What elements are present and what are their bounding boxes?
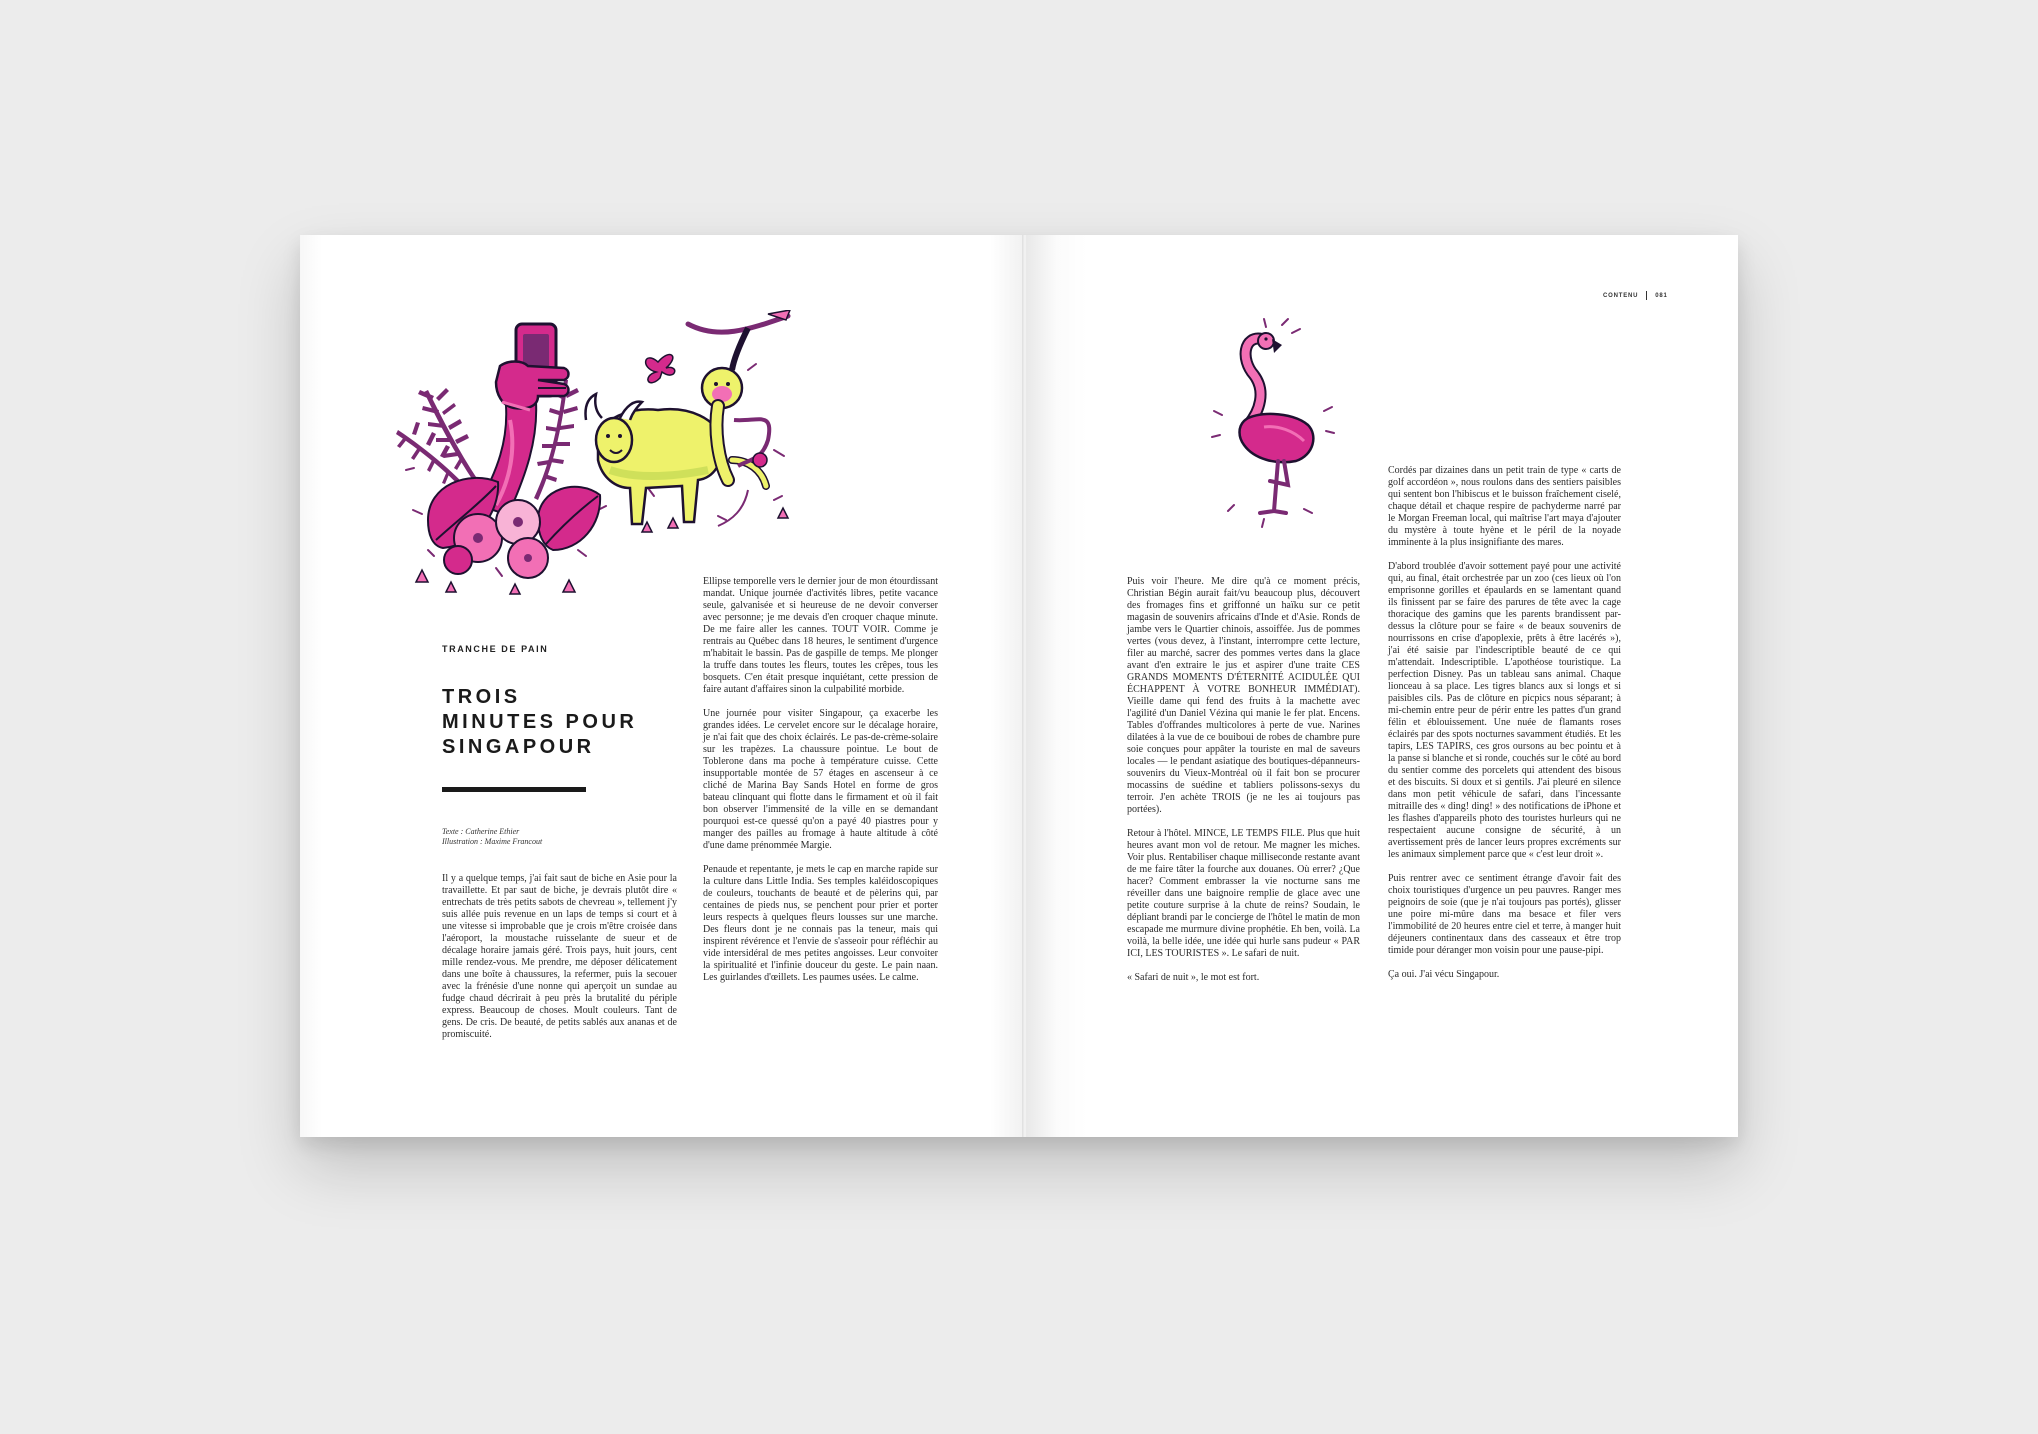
paragraph: Il y a quelque temps, j'ai fait saut de biche en Asie pour la travaillette. Et par saut de biche, je devrais plutôt dire « entrechats de très petits sabots de chevreau », tellement j'y suis allée puis revenue en un laps de temps si court et à une vitesse si improbable que je crois m'être croisée dans l'aéroport, la moustache ruisselante de sueur et de décalage horaire jamais géré. Trois pays, huit jours, cent mille rendez-vous. Me prendre, me déposer délicatement dans une boîte à chaussures, la refermer, puis la secouer avec la frénésie d'une nonne qui aperçoit un sundae au fudge chaud décrirait à peu près la brutalité du périple express. Beaucoup de choses. Moult couleurs. Tant de gens. De cris. De beauté, de petits sablés aux ananas et de promiscuité. — [442, 873, 677, 1040]
header-separator — [1646, 291, 1647, 300]
right-column-2 — [1388, 465, 1621, 993]
magazine-spread — [300, 235, 1738, 1137]
paragraph: Ellipse temporelle vers le dernier jour de mon étourdissant mandat. Unique journée d'activités libres, petite vacance seule, galvanisée et si heureuse de ne devoir converser avec personne; je me devais d'en croquer chaque minute. De me faire aller les cannes. TOUT VOIR. Comme je rentrais au Québec dans 18 heures, le sentiment d'urgence m'habitait le bassin. Pas de gaspille de temps. Me plonger la truffe dans toutes les fleurs, toutes les crêpes, tous les bosquets. C'en était presque inquiétant, cette pression de faire autant d'affaires sinon la culpabilité morbide. — [703, 576, 938, 695]
article-credits — [442, 827, 542, 847]
flamingo-illustration — [1204, 315, 1344, 535]
paragraph: Penaude et repentante, je mets le cap en marche rapide sur la culture dans Little India. Ses temples kaléidoscopiques de couleurs, touchants de beauté et de pèlerins qui, par centaines de pieds nus, se penchent pour prier et porter leurs respects à quelques fleurs lousses sur une marche. Des fleurs dont je ne connais pas la teneur, mais qui inspirent révérence et l'envie de s'asseoir pour réfléchir au vide intersidéral de mes petites angoisses. Leur convoiter la spiritualité et l'infinie douceur du geste. Le pain naan. Les guirlandes d'œillets. Les paumes usées. Le calme. — [703, 864, 938, 983]
credit-illustration: Illustration : Maxime Francout — [442, 837, 543, 846]
running-header — [1603, 291, 1668, 300]
paragraph: Retour à l'hôtel. MINCE, LE TEMPS FILE. Plus que huit heures avant mon vol de retour. Me magner les miches. Voir plus. Rentabiliser chaque milliseconde restante avant de me faire tâter la fourche aux douanes. Où errer? ¿Que hacer? Comment embrasser la vie nocturne sans me réveiller dans une baignoire remplie de glace avec une petite couture surprise à la chute de reins? Soudain, le dépliant brandi par le concierge de l'hôtel le matin de mon escapade me murmure divine prophétie. Eh ben, voilà. La voilà, la belle idée, une idée qui hurle sans pudeur « PAR ICI, LES TOURISTES ». Le safari de nuit. — [1127, 828, 1360, 959]
right-column-1 — [1127, 576, 1360, 996]
paragraph: Une journée pour visiter Singapour, ça exacerbe les grandes idées. Le cervelet encore sur le décalage horaire, je n'ai fait que des choix éclairés. Le pas-de-crème-solaire sur les trapèzes. La chaussure pointue. Le bout de Toblerone dans ma poche à température cuisse. Cette insupportable montée de 57 étages en ascenseur à ce cliché de Marina Bay Sands Hotel en forme de gros bateau clinquant qui flotte dans le firmament et où il fait bon observer l'immensité de la ville en se demandant pourquoi est-ce quessé qu'on a payé 40 piastres pour y manger des pailles au fromage à haute altitude à côté d'une dame prénommée Margie. — [703, 708, 938, 851]
paragraph: Cordés par dizaines dans un petit train de type « carts de golf accordéon », nous roulons dans des sentiers paisibles qui sentent bon l'hibiscus et le buisson fraîchement ciselé, chaque détail et chaque respire de pachyderme narré par le Morgan Freeman local, qui maîtrise l'art maya d'ajouter du mystère à toute hyène et le péril de la noyade imminente à la plus insignifiante des mares. — [1388, 465, 1621, 548]
paragraph: Puis voir l'heure. Me dire qu'à ce moment précis, Christian Bégin aurait fait/vu beaucoup plus, découvert des fromages fins et griffonné un haïku sur ce petit magasin de souvenirs africains d'Inde et d'Asie. Ronds de jambe vers le Quartier chinois, assoiffée. Jus de pommes vertes (vous devez, à l'instant, interrompre cette lecture, filer au marché, sacrer des pommes vertes dans la glace avant d'en extraire le jus et aspirer d'une traite CES GRANDS MOMENTS D'ÉTERNITÉ ACIDULÉE QUI ÉCHAPPENT À VOTRE BONHEUR IMMÉDIAT). Vieille dame qui fend des fruits à la machette avec l'agilité d'un Daniel Vézina qui manie le fer plat. Encens. Tables d'offrandes multicolores à perte de vue. Narines dilatées à la vue de ce bouiboui de robes de chambre pure soie conçues pour appâter la touriste en mal de saveurs locales — le pendant asiatique des boutiques-dépanneurs-souvenirs du Vieux-Montréal où il fait bon se procurer mocassins de suédine et tabliers polissons-sexys du terroir. J'en achète TROIS (je ne les ai toujours pas portées). — [1127, 576, 1360, 815]
article-title — [442, 685, 642, 760]
paragraph: Ça oui. J'ai vécu Singapour. — [1388, 969, 1500, 980]
title-rule — [442, 787, 586, 792]
page-number: 081 — [1655, 293, 1668, 300]
paragraph: « Safari de nuit », le mot est fort. — [1127, 972, 1260, 983]
left-column-1 — [442, 873, 677, 1053]
left-page — [300, 235, 1024, 1137]
title-line-3: SINGAPOUR — [442, 736, 595, 758]
paragraph: Puis rentrer avec ce sentiment étrange d'avoir fait des choix touristiques d'urgence un peu pauvres. Ranger mes peignoirs de soie (que je n'ai toujours pas portés), glisser une poire mi-mûre dans ma besace et filer vers l'immobilité de 20 heures entre ciel et terre, à manger huit déjeuners continentaux dans des casseaux et être trop timide pour déranger mon voisin pour une pause-pipi. — [1388, 873, 1621, 956]
title-line-1: TROIS — [442, 686, 521, 708]
credit-text: Texte : Catherine Ethier — [442, 827, 520, 836]
jungle-illustration — [388, 310, 808, 610]
right-page — [1027, 235, 1738, 1137]
paragraph: D'abord troublée d'avoir sottement payé pour une activité qui, au final, était orchestrée par un zoo (ces lieux où l'on emprisonne gorilles et épaulards en se lamentant quand ils finissent par se faire des parures de tête avec la cage thoracique des gamins que les parents brandissent par-dessus la clôture pour se faire « de beaux souvenirs de nourrissons en crise d'apoplexie, prêts à être lacérés »), j'ai été saisie par l'indescriptible beauté de ce qui m'attendait. Indescriptible. L'apothéose touristique. La perfection Disney. Pas un tableau sans animal. Chaque lionceau à sa place. Les tigres blancs aux si longs et si paisibles cils. Pas de clôture en picpics nous séparant; à mi-chemin entre peur de périr entre les pattes d'un grand félin et éblouissement. Une nuée de flamants roses éclairés par des spots nocturnes savamment étudiés. Et les tapirs, LES TAPIRS, ces gros oursons au bec pointu et à la panse si blanche et si ronde, couchés sur le côté au bord du sentier comme des porcelets qui attendent des bisous et des biscuits. Si doux et si gentils. J'ai pleuré en silence dans mon petit véhicule de safari, dans l'incessante mitraille des « ding! ding! » des notifications de iPhone et les flashes d'appareils photo des touristes hurleurs qui ne respectaient aucune consigne de sécurité, à un avertissement près de lancer leurs propres excréments sur les animaux simplement parce que « c'est leur droit ». — [1388, 561, 1621, 860]
left-column-2 — [703, 576, 938, 996]
section-kicker: TRANCHE DE PAIN — [442, 644, 549, 654]
header-section: CONTENU — [1603, 293, 1639, 300]
title-line-2: MINUTES POUR — [442, 711, 638, 733]
